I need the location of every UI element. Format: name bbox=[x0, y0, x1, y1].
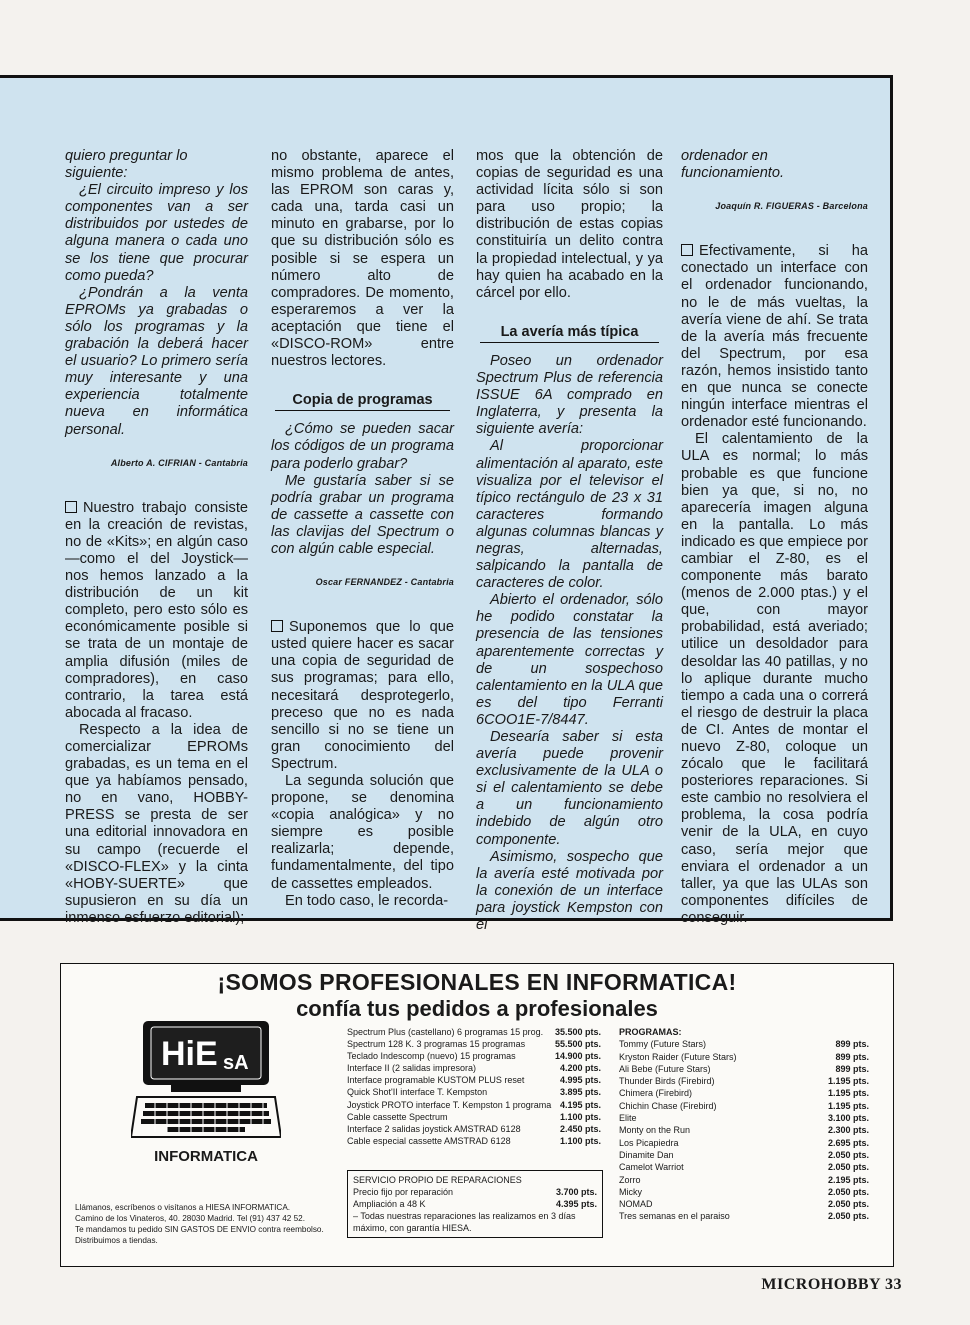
answer-text: El calentamiento de la ULA es normal; lo más probable es que funcione bien ya que, si no, no aparecería imagen alguna en la pantalla. Lo más indicado es que empiece por cambiar el Z-80, es el componente más barato (menos de 2.000 ptas.) y el que, con mayor probabilidad, está averiado; utilice un desoldador para desoldar las 40 patillas, y no lo aplique durante mucho tiempo a cada una o correrá el riesgo de destruir la placa de CI. Antes de montar el nuevo Z-80, coloque un zócalo que le facilitará posteriores reparaciones. Si este cambio no resolviera el problema, la cosa podría venir de la ULA, en cuyo caso, sería mejor que enviara el ordenador a un taller, ya que las ULAs son componentes difíciles de conseguir. bbox=[681, 431, 868, 926]
service-note: – Todas nuestras reparaciones las realizamos en 3 días máximo, con garantía HIESA. bbox=[353, 1211, 576, 1233]
letter-text: ¿Pondrán a la venta EPROMs ya grabadas o sólo los programas y la grabación la deberá hacer el usuario? Lo primero sería muy interesante y una experiencia totalmente nueva en informática personal. bbox=[65, 284, 248, 438]
price-row: Interface II (2 salidas impresora) 4.200 pts. bbox=[347, 1063, 601, 1074]
program-row: Los Picapiedra 2.695 pts. bbox=[619, 1137, 869, 1148]
answer-text: Respecto a la idea de comercializar EPROMs grabadas, es un tema en el que ya habíamos pensado, no en vano, HOBBY-PRESS se presta de ser una editorial innovadora en su campo (recuerde el «DISCO-FLEX» y la cinta «HOBY-SUERTE» que supusieron en su día un inmenso esfuerzo editorial); bbox=[65, 721, 248, 926]
hardware-price-list bbox=[347, 1026, 601, 1147]
service-row: Ampliación a 48 K 4.395 pts. bbox=[353, 1199, 597, 1209]
column-2 bbox=[271, 148, 454, 910]
ad-subheadline: confía tus pedidos a profesionales bbox=[296, 996, 658, 1021]
program-row: NOMAD 2.050 pts. bbox=[619, 1199, 869, 1210]
program-row: Dinamite Dan 2.050 pts. bbox=[619, 1149, 869, 1160]
contact-line: Llámanos, escríbenos o visítanos a HIESA INFORMATICA. bbox=[75, 1203, 291, 1212]
price-row: Spectrum 128 K. 3 programas 15 programas 55.500 pts. bbox=[347, 1039, 601, 1050]
logo-sub: sA bbox=[223, 1052, 249, 1074]
program-row: Kryston Raider (Future Stars) 899 pts. bbox=[619, 1051, 869, 1062]
column-1 bbox=[65, 148, 248, 927]
program-row: Thunder Birds (Firebird) 1.195 pts. bbox=[619, 1076, 869, 1087]
hiesa-advertisement bbox=[60, 963, 894, 1267]
answer-text: no obstante, aparece el mismo problema de antes, las EPROM son caras y, cada una, tarda casi un minuto en grabarse, por lo que su distribución sólo es posible si se espera un número alto de compradores. De momento, esperaremos a ver la aceptación que tiene el «DISCO-ROM» entre nuestros lectores. bbox=[271, 148, 454, 370]
program-row: Chichin Chase (Firebird) 1.195 pts. bbox=[619, 1100, 869, 1111]
answer-text: La segunda solución que propone, se denomina «copia analógica» y no siempre es posible realizarla; depende, fundamentalmente, del tipo de cassettes empleados. bbox=[271, 773, 454, 892]
price-row: Cable cassette Spectrum 1.100 pts. bbox=[347, 1111, 601, 1122]
service-title: SERVICIO PROPIO DE REPARACIONES bbox=[353, 1175, 522, 1185]
answer-text: Suponemos que lo que usted quiere hacer es sacar una copia de seguridad de sus programas; para ello, necesitará desprotegerlo, preceso que no es nada sencillo si no se tiene un gran conocimiento del Spectrum. bbox=[271, 619, 454, 772]
section-heading: La avería más típica bbox=[480, 324, 659, 343]
letter-text: ¿Cómo se pueden sacar los códigos de un programa para poderlo grabar? bbox=[271, 421, 454, 472]
answer-text: mos que la obtención de copias de seguridad es una actividad lícita sólo si son para uso propio; la distribución de estas copias constituiría un delito contra la propiedad intelectual, y ya hay quien ha acabado en la cárcel por ello. bbox=[476, 148, 663, 301]
contact-info bbox=[75, 1202, 333, 1246]
repair-service-box bbox=[347, 1170, 603, 1238]
letter-text: ¿El circuito impreso y los componentes van a ser distribuidos por ustedes de alguna manera o cada uno se los tiene que procurar como pueda? bbox=[65, 182, 248, 284]
program-row: Camelot Warriot 2.050 pts. bbox=[619, 1162, 869, 1173]
programs-price-list bbox=[619, 1026, 869, 1223]
letter-signature: Joaquín R. FIGUERAS - Barcelona bbox=[715, 201, 868, 212]
price-row: Interface programable KUSTOM PLUS reset 4.995 pts. bbox=[347, 1075, 601, 1086]
letter-text: Al proporcionar alimentación al aparato, este visualiza por el televisor el típico rectángulo de 23 x 31 caracteres formando algunas columnas blancas y negras, alternadas, salpicando la pantalla de caracteres de color. bbox=[476, 438, 663, 592]
programs-title: PROGRAMAS: bbox=[619, 1027, 682, 1037]
answer-text: Nuestro trabajo consiste en la creación de revistas, no de «Kits»; en algún caso —como el del Joystick— nos hemos lanzado a la distribución de un kit completo, pero esto sólo es económicamente posible si se trata de un montaje de amplia difusión (miles de compradores), en caso contrario, la tarea está abocada al fracaso. bbox=[65, 499, 248, 721]
letter-text: quiero preguntar lo siguiente: bbox=[65, 148, 188, 182]
price-row: Quick Shot'II interface T. Kempston 3.895 pts. bbox=[347, 1087, 601, 1098]
price-row: Teclado Indescomp (nuevo) 15 programas 14.900 pts. bbox=[347, 1051, 601, 1062]
letter-text: Poseo un ordenador Spectrum Plus de referencia ISSUE 6A comprado en Inglaterra, y presenta la siguiente avería: bbox=[476, 352, 663, 438]
letter-text: ordenador en funcionamiento. bbox=[681, 148, 785, 182]
brand-name: INFORMATICA bbox=[154, 1148, 258, 1165]
contact-line: Camino de los Vinateros, 40. 28030 Madrid. Tel (91) 437 42 52. bbox=[75, 1214, 305, 1223]
program-row: Ali Bebe (Future Stars) 899 pts. bbox=[619, 1063, 869, 1074]
letter-signature: Alberto A. CIFRIAN - Cantabria bbox=[110, 457, 248, 468]
page-footer: MICROHOBBY 33 bbox=[761, 1276, 902, 1293]
price-row: Interface 2 salidas joystick AMSTRAD 6128 2.450 pts. bbox=[347, 1123, 601, 1134]
program-row: Tres semanas en el paraiso 2.050 pts. bbox=[619, 1211, 869, 1222]
service-row: Precio fijo por reparación 3.700 pts. bbox=[353, 1187, 597, 1197]
column-4 bbox=[681, 148, 868, 927]
letter-signature: Oscar FERNANDEZ - Cantabria bbox=[315, 577, 454, 588]
price-row: Joystick PROTO interface T. Kempston 1 programa 4.195 pts. bbox=[347, 1099, 601, 1110]
answer-square-icon bbox=[681, 244, 693, 256]
program-row: Chimera (Firebird) 1.195 pts. bbox=[619, 1088, 869, 1099]
program-row: Tommy (Future Stars) 899 pts. bbox=[619, 1039, 869, 1050]
letter-text: Asimismo, sospecho que la avería esté motivada por la conexión de un interface para joystick Kempston con el bbox=[476, 848, 663, 934]
letter-text: Me gustaría saber si se podría grabar un programa de cassette a cassette con las clavijas del Spectrum o con algún cable especial. bbox=[271, 472, 454, 557]
letter-text: Abierto el ordenador, sólo he podido constatar la presencia de las tensiones aparentemente correctas y de un sospechoso calentamiento en la ULA que es del tipo Ferranti 6COO1E-7/8447. bbox=[476, 592, 663, 728]
ad-headline: ¡SOMOS PROFESIONALES EN INFORMATICA! bbox=[217, 969, 737, 995]
answer-square-icon bbox=[271, 620, 283, 632]
computer-logo-icon bbox=[131, 1019, 281, 1152]
answer-text: En todo caso, le recorda- bbox=[285, 892, 449, 909]
contact-line: Te mandamos tu pedido SIN GASTOS DE ENVIO contra reembolso. Distribuimos a tiendas. bbox=[75, 1225, 324, 1245]
program-row: Elite 3.100 pts. bbox=[619, 1113, 869, 1124]
price-row: Spectrum Plus (castellano) 6 programas 15 prog. 35.500 pts. bbox=[347, 1027, 601, 1037]
answer-text: Efectivamente, si ha conectado un interface con el ordenador funcionando, no le de más vueltas, la avería viene de ahí. Se trata de la avería más frecuente del Spectrum, por esa razón, hemos insistido tanto en que nunca se conecte ningún interface mientras el ordenador esté funcionando. bbox=[681, 243, 868, 431]
logo-text: HiE bbox=[161, 1035, 218, 1073]
program-row: Monty on the Run 2.300 pts. bbox=[619, 1125, 869, 1136]
program-row: Micky 2.050 pts. bbox=[619, 1186, 869, 1197]
column-3 bbox=[476, 148, 663, 934]
letter-text: Desearía saber si esta avería puede provenir exclusivamente de la ULA o si el calentamiento se debe a un funcionamiento indebido de algún otro componente. bbox=[476, 729, 663, 848]
section-heading: Copia de programas bbox=[275, 392, 450, 411]
answer-square-icon bbox=[65, 501, 77, 513]
program-row: Zorro 2.195 pts. bbox=[619, 1174, 869, 1185]
price-row: Cable especial cassette AMSTRAD 6128 1.100 pts. bbox=[347, 1135, 601, 1146]
